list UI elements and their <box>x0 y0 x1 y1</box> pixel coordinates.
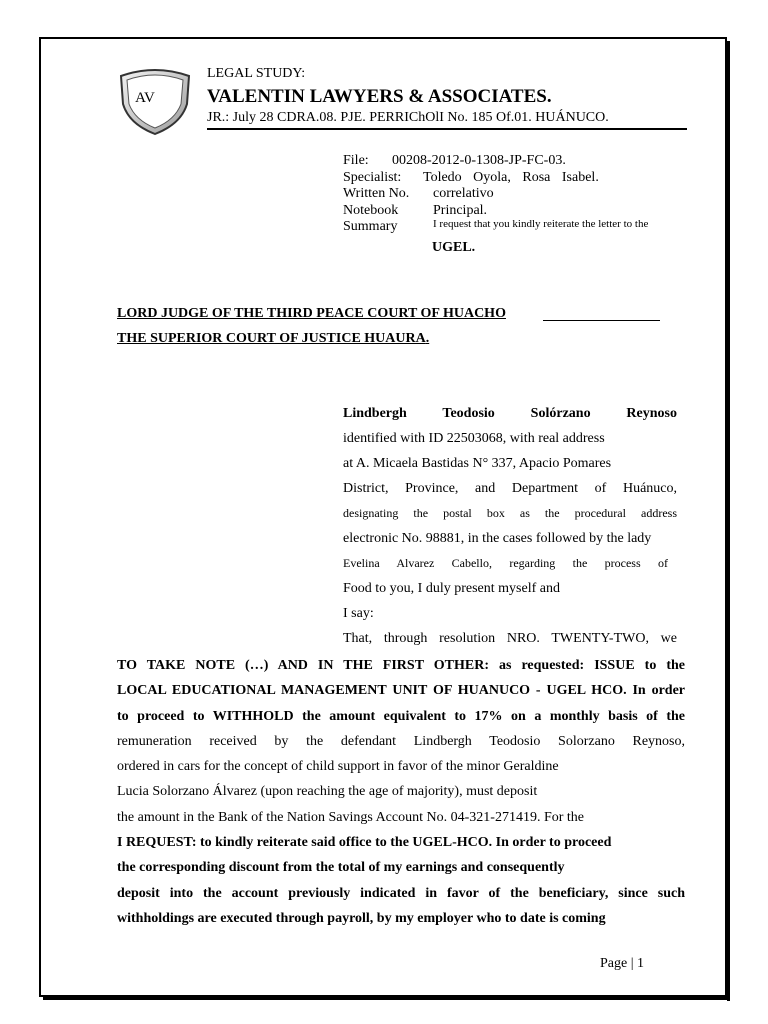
letterhead-divider <box>207 128 687 130</box>
firm-logo-shield <box>115 66 195 136</box>
meta-file-value: 00208-2012-0-1308-JP-FC-03. <box>392 153 566 168</box>
intro-line: Food to you, I duly present myself and <box>343 581 560 596</box>
meta-summary-value-continued: UGEL. <box>432 240 476 255</box>
intro-line: electronic No. 98881, in the cases followed by the lady <box>343 531 652 546</box>
firm-name: VALENTIN LAWYERS & ASSOCIATES. <box>207 86 552 107</box>
addressee-underline-extension <box>543 320 660 321</box>
meta-file-row <box>343 153 673 170</box>
meta-written-value: correlativo <box>433 186 494 201</box>
firm-address: JR.: July 28 CDRA.08. PJE. PERRIChOlI No. 185 Of.01. HUÁNUCO. <box>207 110 609 125</box>
body-line: remuneration received by the defendant Lindbergh Teodosio Solorzano Reynoso, <box>117 733 685 749</box>
intro-line: designating the postal box as the procedural address <box>343 506 677 520</box>
body-line: withholdings are executed through payroll, by my employer who to date is coming <box>117 910 606 926</box>
intro-line: District, Province, and Department of Huánuco, <box>343 481 677 496</box>
body-line: I REQUEST: to kindly reiterate said office to the UGEL-HCO. In order to proceed <box>117 835 612 851</box>
body-line: the corresponding discount from the total of my earnings and consequently <box>117 860 565 876</box>
addressee-court-text: THE SUPERIOR COURT OF JUSTICE HUAURA <box>117 331 426 346</box>
body-line: LOCAL EDUCATIONAL MANAGEMENT UNIT OF HUANUCO - UGEL HCO. In order <box>117 683 685 699</box>
page-border-shadow-right <box>727 41 730 1001</box>
body-line: deposit into the account previously indicated in favor of the beneficiary, since such <box>117 885 685 901</box>
intro-line: That, through resolution NRO. TWENTY-TWO, we <box>343 631 677 646</box>
body-line: TO TAKE NOTE (…) AND IN THE FIRST OTHER: as requested: ISSUE to the <box>117 658 685 673</box>
intro-line: Evelina Alvarez Cabello, regarding the process of <box>343 556 668 570</box>
addressee-judge: LORD JUDGE OF THE THIRD PEACE COURT OF HUACHO <box>117 306 506 321</box>
main-body <box>117 653 685 931</box>
intro-line: at A. Micaela Bastidas N° 337, Apacio Pomares <box>343 456 612 471</box>
meta-specialist-label: Specialist: <box>343 169 402 185</box>
body-line: to proceed to WITHHOLD the amount equivalent to 17% on a monthly basis of the <box>117 708 685 724</box>
intro-line: I say: <box>343 606 374 621</box>
meta-specialist-value: Toledo Oyola, Rosa Isabel. <box>423 169 599 185</box>
intro-line: Lindbergh Teodosio Solórzano Reynoso <box>343 406 677 421</box>
page-number: Page | 1 <box>600 956 645 971</box>
meta-summary-label: Summary <box>343 219 398 234</box>
case-metadata <box>343 153 673 236</box>
meta-written-label: Written No. <box>343 186 410 201</box>
meta-file-label: File: <box>343 153 369 168</box>
body-line: ordered in cars for the concept of child support in favor of the minor Geraldine <box>117 759 559 775</box>
meta-summary-value: I request that you kindly reiterate the letter to the <box>433 218 649 230</box>
meta-notebook-value: Principal. <box>433 202 488 218</box>
body-line: the amount in the Bank of the Nation Savings Account No. 04-321-271419. For the <box>117 809 584 825</box>
introduction-paragraph <box>343 401 677 651</box>
addressee-court-period: . <box>425 331 430 346</box>
meta-specialist-row <box>343 170 673 187</box>
addressee-court <box>117 331 429 347</box>
meta-written-row <box>343 186 673 203</box>
meta-summary-row <box>343 219 673 236</box>
letterhead-label: LEGAL STUDY: <box>207 66 306 81</box>
page-border-shadow-bottom <box>43 997 730 1000</box>
firm-logo-text: AV <box>135 90 155 106</box>
intro-line: identified with ID 22503068, with real address <box>343 431 605 446</box>
body-line: Lucia Solorzano Álvarez (upon reaching the age of majority), must deposit <box>117 784 538 800</box>
meta-notebook-label: Notebook <box>343 202 399 218</box>
